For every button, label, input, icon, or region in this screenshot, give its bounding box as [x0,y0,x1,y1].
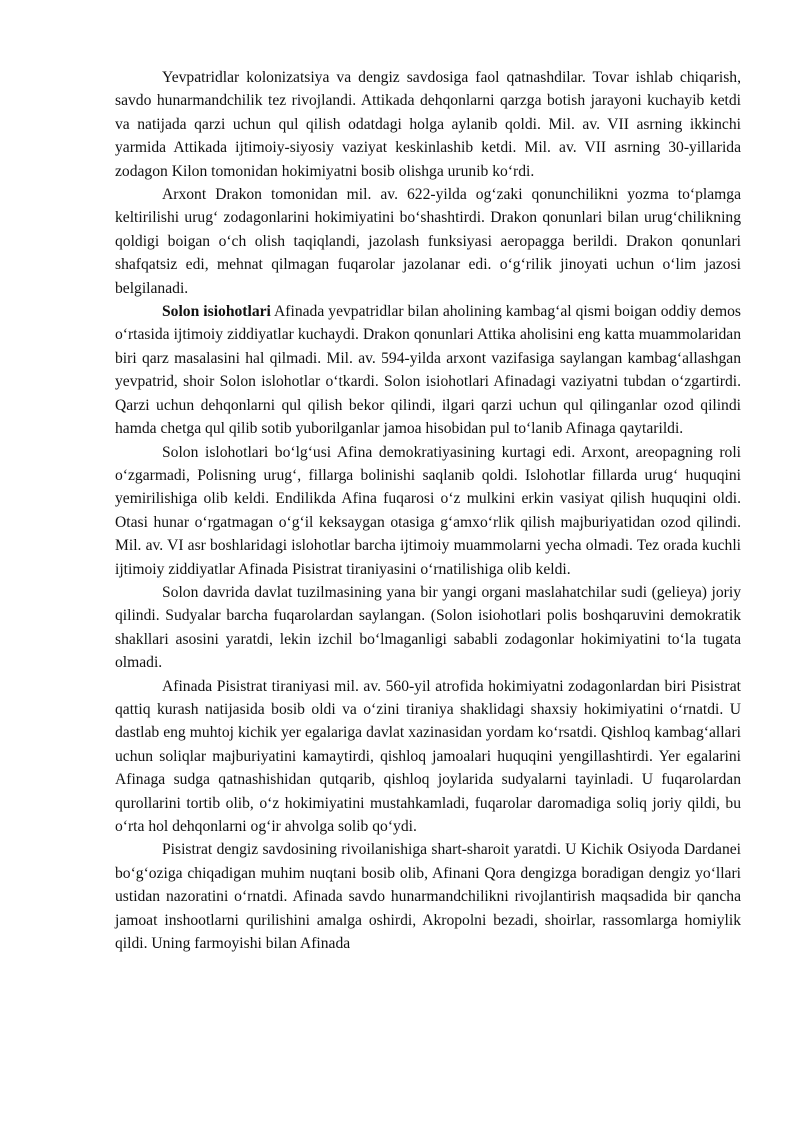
paragraph-text: Yevpatridlar kolonizatsiya va dengiz savdosiga faol qatnashdilar. Tovar ishlab chiqarish, savdo hunarmandchilik tez rivojlandi. Attikada dehqonlarni qarzga botish jarayoni kuchayib ketdi va natijada qarzi uchun qul qilish odatdagi holga aylanib qoldi. Mil. av. VII asrning ikkinchi yarmida Attikada ijtimoiy-siyosiy vaziyat keskinlashib ketdi. Mil. av. VII asrning 30-yillarida zodagon Kilon tomonidan hokimiyatni bosib olishga urunib koʻrdi. [115,69,741,180]
paragraph-text: Arxont Drakon tomonidan mil. av. 622-yilda ogʻzaki qonunchilikni yozma toʻplamga keltirilishi urugʻ zodagonlarini hokimiyatini boʻshashtirdi. Drakon qonunlari bilan urugʻchilikning qoldigi boigan oʻch olish taqiqlandi, jazolash funksiyasi aeropagga berildi. Drakon qonunlari shafqatsiz edi, mehnat qilmagan fuqarolar jazolanar edi. oʻgʻrilik jinoyati uchun oʻlim jazosi belgilanadi. [115,186,741,297]
paragraph-1 [115,66,741,183]
paragraph-text: Pisistrat dengiz savdosining rivoilanishiga shart-sharoit yaratdi. U Kichik Osiyoda Dardanei boʻgʻoziga chiqadigan muhim nuqtani bosib olib, Afinani Qora dengizga boradigan dengiz yoʻllari ustidan nazoratini oʻrnatdi. Afinada savdo hunarmandchilikni rivojlantirish maqsadida bir qancha jamoat inshootlarni qurilishini amalga oshirdi, Akropolni bezadi, shoirlar, rassomlarga homiylik qildi. Uning farmoyishi bilan Afinada [115,841,741,953]
paragraph-text: Afinada yevpatridlar bilan aholining kambagʻal qismi boigan oddiy demos oʻrtasida ijtimoiy ziddiyatlar kuchaydi. Drakon qonunlari Attika aholisini eng katta muammolaridan biri qarz masalasini hal qilmadi. Mil. av. 594-yilda arxont vazifasiga saylangan kambagʻallashgan yevpatrid, shoir Solon islohotlar oʻtkardi. Solon isiohotlari Afinadagi vaziyatni tubdan oʻzgartirdi. Qarzi uchun dehqonlarni qul qilish bekor qilindi, ilgari qarzi uchun qul qilinganlar ozod qilindi hamda chetga qul qilib sotib yuborilganlar jamoa hisobidan pul toʻlanib Afinaga qaytarildi. [115,303,741,438]
paragraph-6 [115,675,741,839]
paragraph-text: Solon islohotlari boʻlgʻusi Afina demokratiyasining kurtagi edi. Arxont, areopagning roli oʻzgarmadi, Polisning urugʻ, fillarga bolinishi saqlanib qoldi. Islohotlar fillarda urugʻ huquqini yemirilishiga olib keldi. Endilikda Afina fuqarosi oʻz mulkini erkin vasiyat qilish huquqini oldi. Otasi hunar oʻrgatmagan oʻgʻil keksaygan otasiga gʻamxoʻrlik qilish majburiyatidan ozod qilindi. Mil. av. VI asr boshlaridagi islohotlar barcha ijtimoiy muammolarni yecha olmadi. Tez orada kuchli ijtimoiy ziddiyatlar Afinada Pisistrat tiraniyasini oʻrnatilishiga olib keldi. [115,443,741,578]
paragraph-text: Solon davrida davlat tuzilmasining yana bir yangi organi maslahatchilar sudi (gelieya) joriy qilindi. Sudyalar barcha fuqarolardan saylangan. (Solon isiohotlari polis boshqaruvini demokratik shakllari asosini yaratdi, lekin izchil boʻlmaganligi sababli zodagonlar hokimiyatini toʻla tugata olmadi. [115,583,741,672]
paragraph-2 [115,183,741,300]
paragraph-7 [115,838,741,955]
paragraph-heading: Solon isiohotlari [162,303,271,321]
paragraph-4 [115,441,741,581]
document-page [115,66,741,955]
paragraph-3 [115,300,741,440]
paragraph-text: Afinada Pisistrat tiraniyasi mil. av. 560-yil atrofida hokimiyatni zodagonlardan biri Pisistrat qattiq kurash natijasida bosib oldi va oʻzini tiraniya shaklidagi shaxsiy hokimiyatini oʻrnatdi. U dastlab eng muhtoj kichik yer egalariga davlat xazinasidan yordam koʻrsatdi. Qishloq kambagʻallari uchun soliqlar majburiyatini kamaytirdi, qishloq jamoalari huquqini yengillashtirdi. Yer egalarini Afinaga sudga qatnashishidan qutqarib, qishloq joylarida sudyalarni tayinladi. U fuqarolardan qurollarini tortib olib, oʻz hokimiyatini mustahkamladi, fuqarolar daromadiga soliq joriy qildi, bu oʻrta hol dehqonlarni ogʻir ahvolga solib qoʻydi. [115,677,741,835]
paragraph-5 [115,581,741,675]
